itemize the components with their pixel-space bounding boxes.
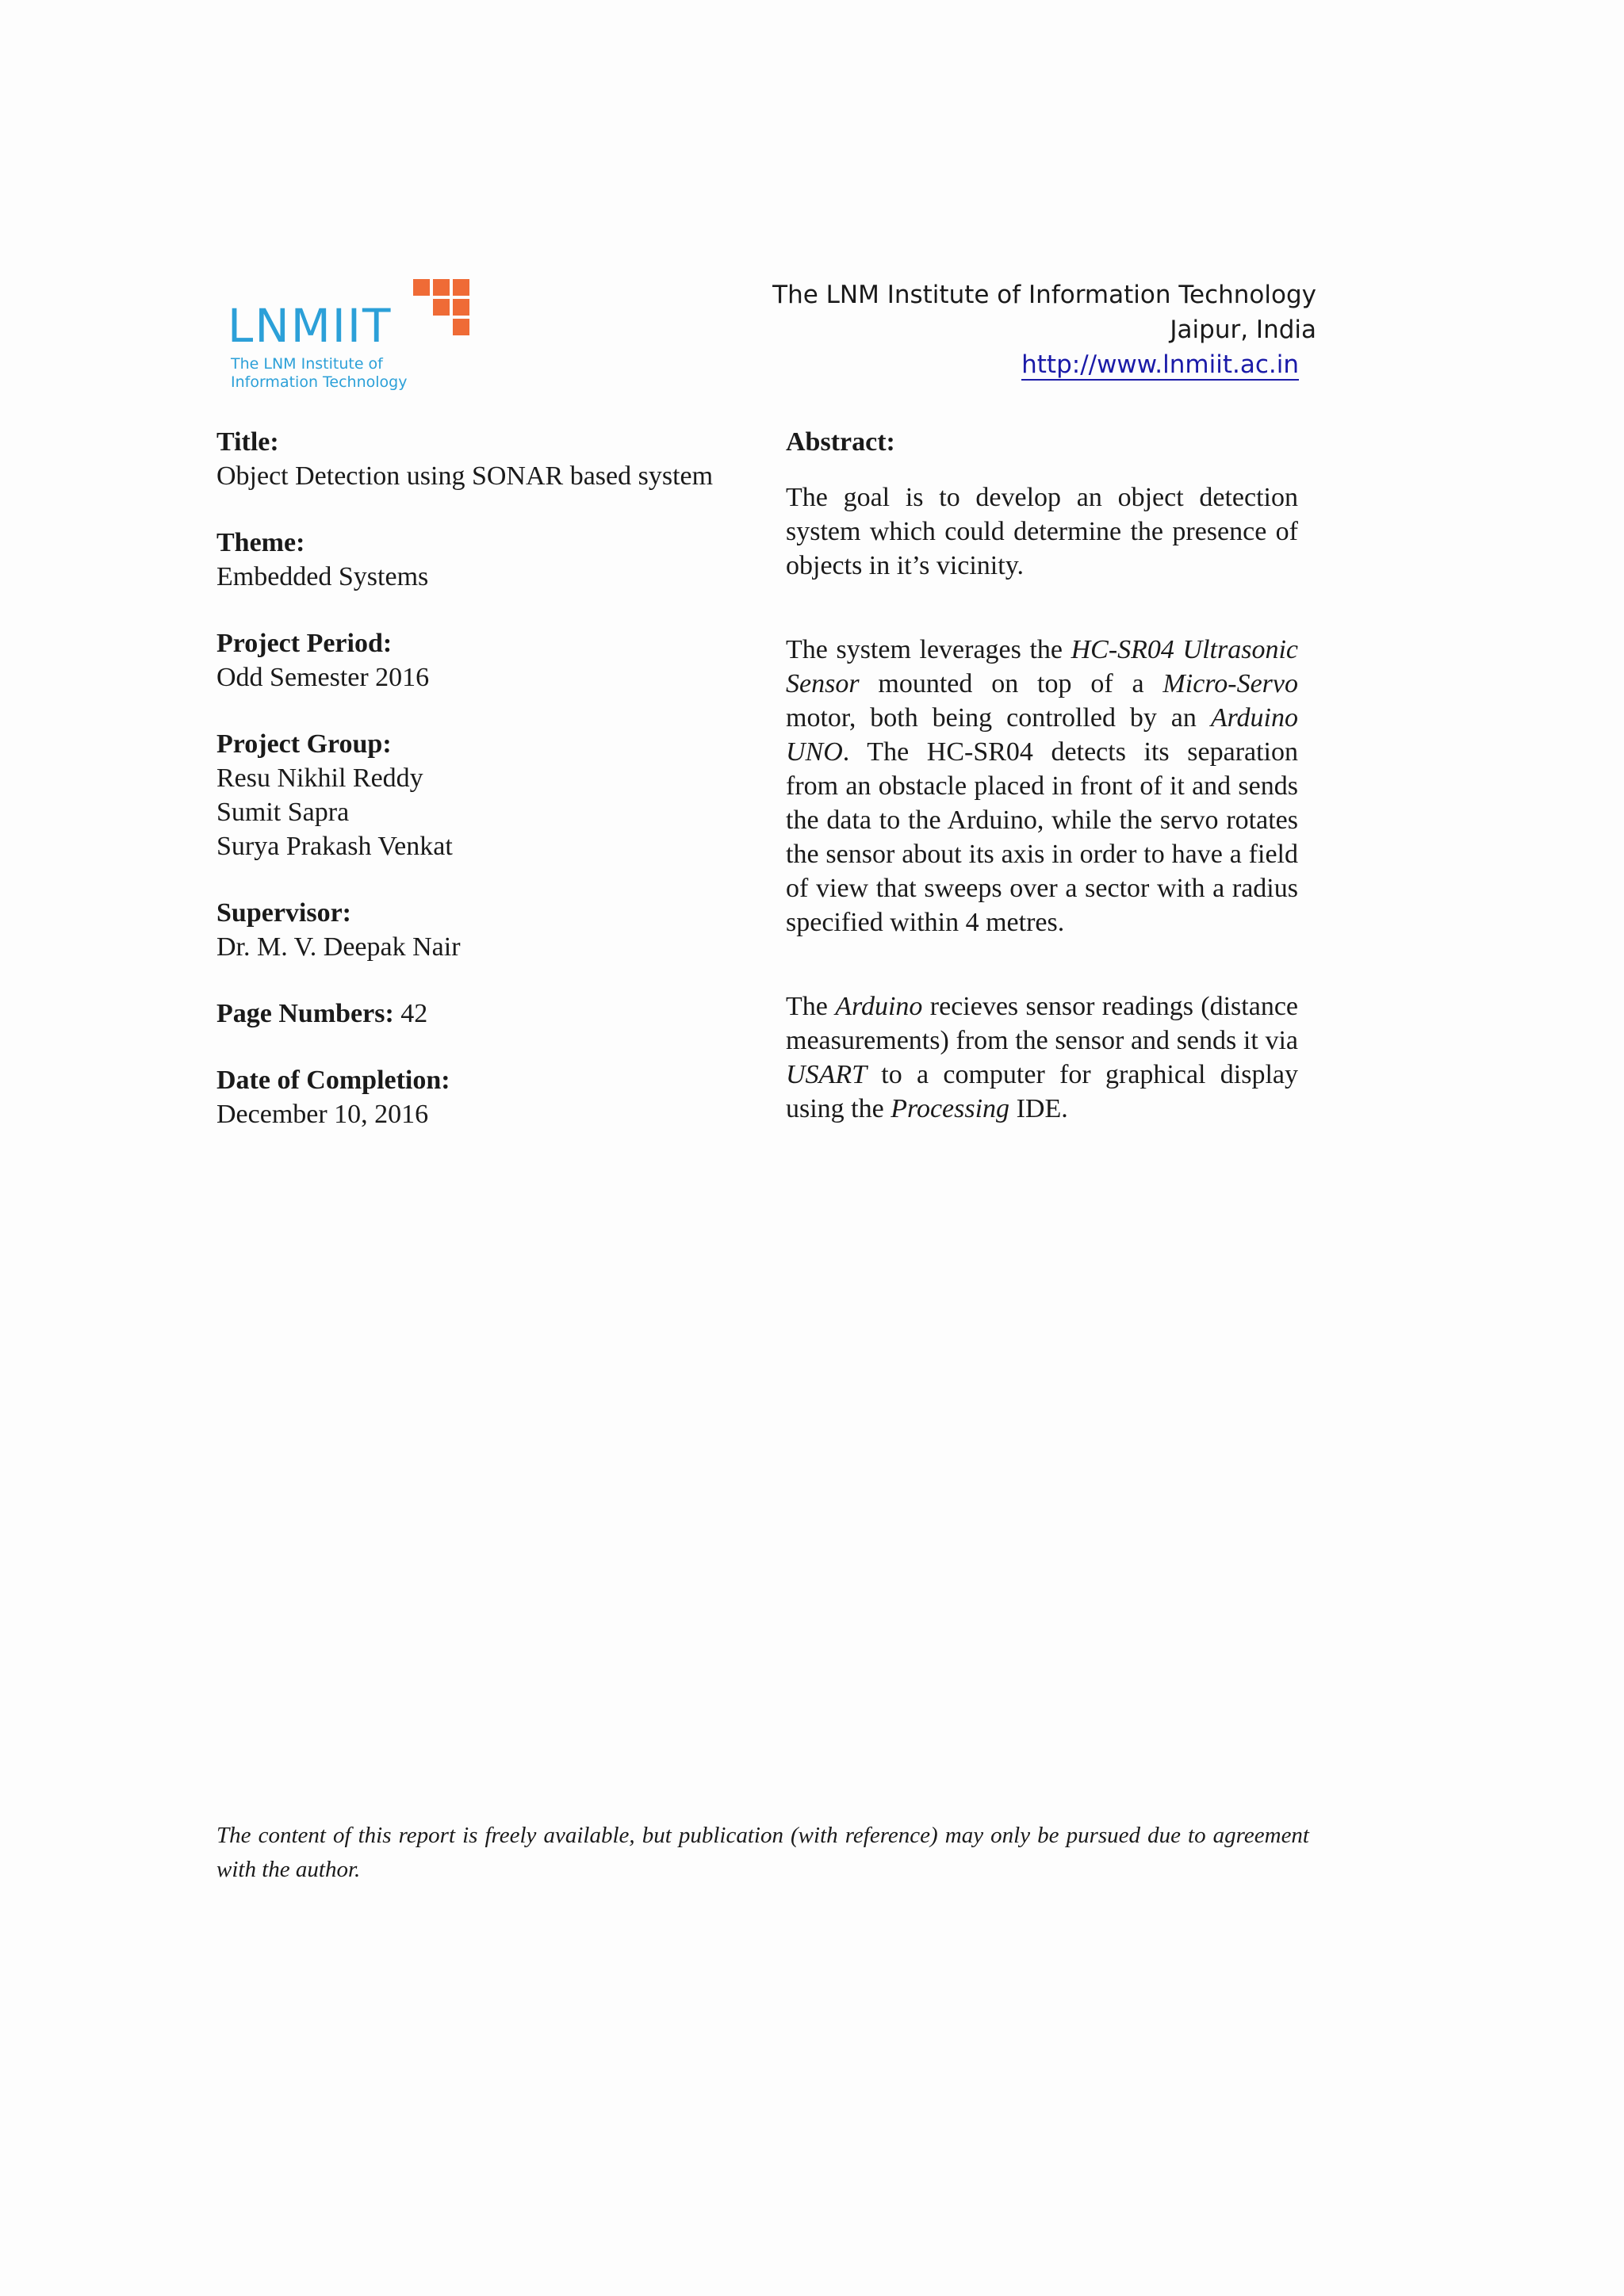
date-label: Date of Completion: [216,1066,450,1095]
period-field [216,626,748,695]
institute-location: Jaipur, India [1170,316,1316,344]
title-label: Title: [216,427,279,457]
pages-value: 42 [400,999,428,1028]
period-label: Project Period: [216,629,393,658]
logo-squares-icon [413,279,470,335]
institute-name: The LNM Institute of Information Technology [772,281,1316,309]
group-field [216,727,748,863]
pages-field [216,997,748,1031]
institute-header [772,277,1316,382]
abstract-paragraph: The goal is to develop an object detection system which could determine the presence of objects in it’s vicinity. [786,483,1298,580]
logo-wordmark: LNMIIT [228,299,393,353]
theme-value: Embedded Systems [216,562,429,591]
logo-subtitle: The LNM Institute of Information Technology [231,355,408,391]
footer-note: The content of this report is freely available, but publication (with reference) may only be pursued due to agreement with the author. [216,1823,1309,1882]
abstract-paragraph: The system leverages the HC-SR04 Ultrasonic Sensor mounted on top of a Micro-Servo motor, both being controlled by an Arduino UNO. The HC-SR04 detects its separation from an obstacle placed in front of it and sends the data to the Arduino, while the servo rotates the sensor about its axis in order to have a field of view that sweeps over a sector with a radius specified within 4 metres. [786,635,1298,937]
date-field [216,1063,748,1131]
group-member: Sumit Sapra [216,798,350,827]
supervisor-value: Dr. M. V. Deepak Nair [216,932,461,962]
abstract-section [786,425,1298,1176]
group-member: Resu Nikhil Reddy [216,763,423,793]
pages-label: Page Numbers: [216,999,394,1028]
group-member: Surya Prakash Venkat [216,832,453,861]
lnmiit-logo [228,279,481,398]
title-field [216,425,748,493]
institute-url-link[interactable]: http://www.lnmiit.ac.in [1021,350,1299,379]
title-value: Object Detection using SONAR based system [216,461,714,491]
group-label: Project Group: [216,729,392,759]
date-value: December 10, 2016 [216,1100,429,1129]
theme-field [216,526,748,594]
period-value: Odd Semester 2016 [216,663,430,692]
abstract-paragraph: The Arduino recieves sensor readings (distance measurements) from the sensor and sends it via USART to a computer for graphical display using the Processing IDE. [786,992,1299,1123]
supervisor-field [216,896,748,964]
theme-label: Theme: [216,528,305,557]
project-details [216,425,748,1164]
abstract-heading: Abstract: [786,427,895,457]
supervisor-label: Supervisor: [216,898,351,928]
